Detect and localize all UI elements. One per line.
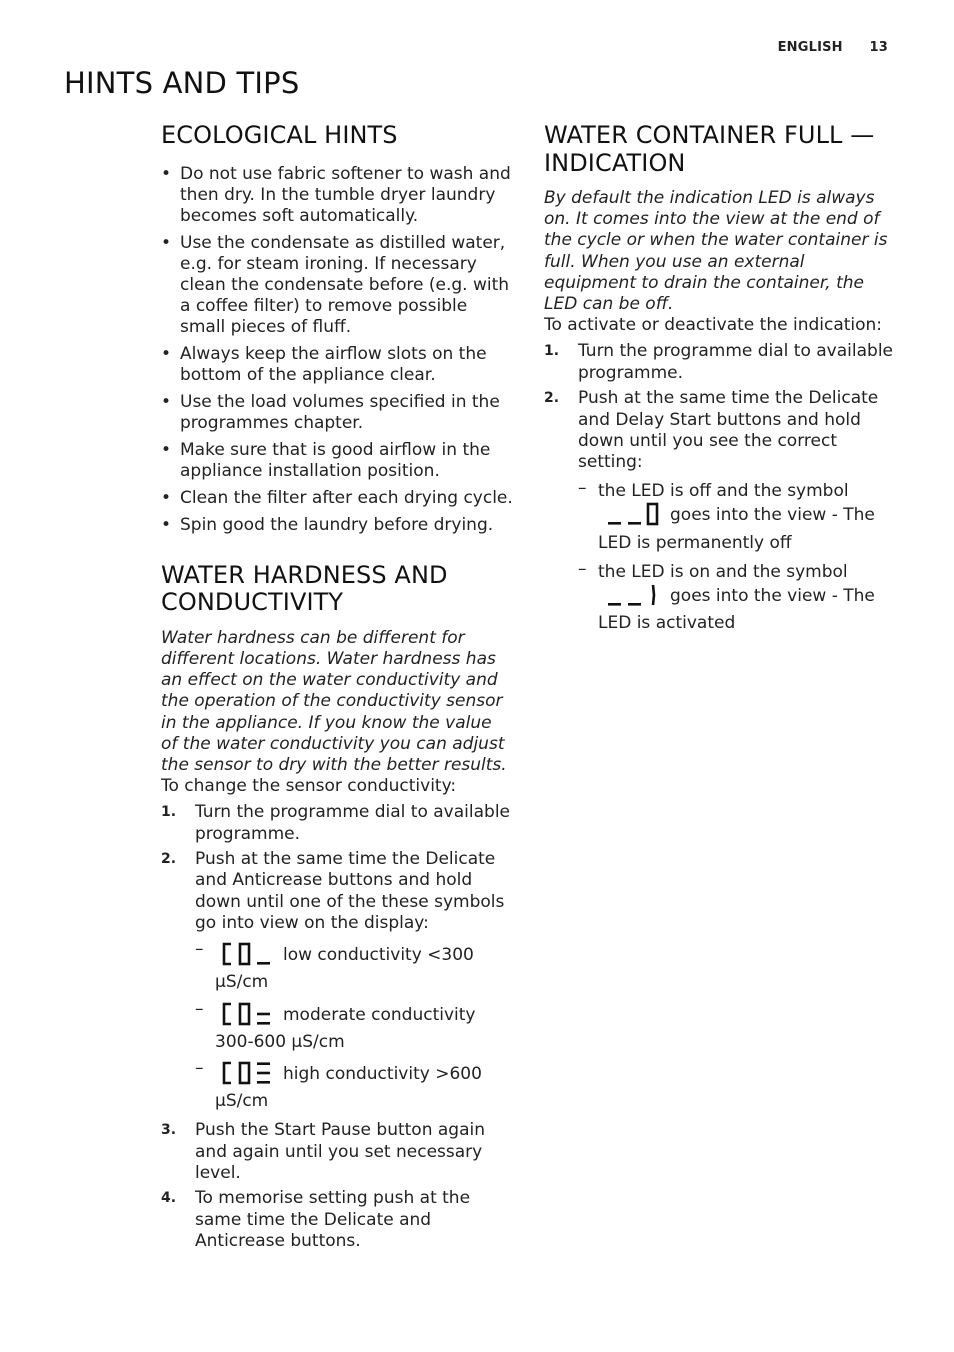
page-title: HINTS AND TIPS xyxy=(64,66,300,100)
co-high-symbol-icon xyxy=(221,1061,273,1091)
step-item xyxy=(544,388,896,634)
list-item xyxy=(195,1002,513,1053)
option-before-text: the LED is on and the symbol xyxy=(598,561,848,582)
step-item xyxy=(161,849,513,1112)
list-item xyxy=(578,562,896,635)
ecological-heading: ECOLOGICAL HINTS xyxy=(161,121,398,149)
step-number: 4. xyxy=(161,1190,177,1207)
hardness-heading: WATER HARDNESS AND CONDUCTIVITY xyxy=(161,560,448,617)
left-column xyxy=(161,122,513,1257)
step-text: Push at the same time the Delicate and Anticrease buttons and hold down until one of the these symbols go into view on the display: xyxy=(195,849,505,933)
symbol-text: low conductivity <300 µS/cm xyxy=(215,945,474,993)
list-item: • Spin good the laundry before drying. xyxy=(161,515,513,536)
step-number: 1. xyxy=(544,343,560,360)
list-item: • Use the condensate as distilled water, e.g. for steam ironing. If necessary clean the condensate before (e.g. with a coffee filter) to remove possible small pieces of fluff. xyxy=(161,233,513,339)
option-after-text: goes into the view - The LED is activated xyxy=(598,585,875,634)
step-number: 3. xyxy=(161,1122,177,1139)
option-after-text: goes into the view - The LED is permanently off xyxy=(598,505,875,553)
list-item: • Make sure that is good airflow in the appliance installation position. xyxy=(161,440,513,482)
hardness-intro: Water hardness can be different for different locations. Water hardness has an effect on the water conductivity and the operation of the conductivity sensor in the appliance. If you know the value of the water conductivity you can adjust the sensor to dry with the better results. xyxy=(161,627,507,775)
list-item: • Clean the filter after each drying cycle. xyxy=(161,488,513,509)
container-steps xyxy=(544,341,896,634)
list-item xyxy=(578,481,896,554)
co-low-symbol-icon xyxy=(221,942,273,972)
list-item xyxy=(195,942,513,993)
step-number: 2. xyxy=(161,851,177,868)
symbol-text: moderate conductivity 300-600 µS/cm xyxy=(215,1004,476,1052)
ecological-list xyxy=(161,164,513,536)
led-option-list xyxy=(578,481,896,634)
step-item xyxy=(161,1120,513,1184)
step-text: Push at the same time the Delicate and Delay Start buttons and hold down until you see the correct setting: xyxy=(578,388,879,472)
step-text: Turn the programme dial to available programme. xyxy=(195,802,510,844)
list-item: • Do not use fabric softener to wash and then dry. In the tumble dryer laundry becomes soft automatically. xyxy=(161,164,513,228)
step-item xyxy=(544,341,896,383)
led-on-symbol-icon xyxy=(606,583,660,613)
container-heading: WATER CONTAINER FULL — INDICATION xyxy=(544,121,875,177)
right-column xyxy=(544,122,896,642)
step-item xyxy=(161,802,513,844)
hardness-lead: To change the sensor conductivity: xyxy=(161,776,457,797)
list-item: • Use the load volumes specified in the programmes chapter. xyxy=(161,392,513,434)
step-text: To memorise setting push at the same time the Delicate and Anticrease buttons. xyxy=(195,1188,471,1251)
step-item xyxy=(161,1188,513,1252)
step-number: 1. xyxy=(161,804,177,821)
hardness-steps xyxy=(161,802,513,1252)
step-text: Turn the programme dial to available programme. xyxy=(578,341,893,383)
page-header xyxy=(778,40,888,55)
conductivity-symbol-list xyxy=(195,942,513,1112)
language-label: ENGLISH xyxy=(777,40,843,55)
option-before-text: the LED is off and the symbol xyxy=(598,481,849,502)
step-text: Push the Start Pause button again and again until you set necessary level. xyxy=(195,1120,485,1183)
container-intro: By default the indication LED is always on. It comes into the view at the end of the cycle or when the water container is full. When you use an external equipment to drain the container, the LED can be off. xyxy=(544,188,888,315)
symbol-text: high conductivity >600 µS/cm xyxy=(215,1063,482,1112)
step-number: 2. xyxy=(544,390,560,407)
co-moderate-symbol-icon xyxy=(221,1002,273,1032)
list-item: • Always keep the airflow slots on the bottom of the appliance clear. xyxy=(161,344,513,386)
page-number: 13 xyxy=(869,40,888,55)
led-off-symbol-icon xyxy=(606,502,660,532)
container-lead: To activate or deactivate the indication: xyxy=(544,315,883,336)
list-item xyxy=(195,1061,513,1112)
